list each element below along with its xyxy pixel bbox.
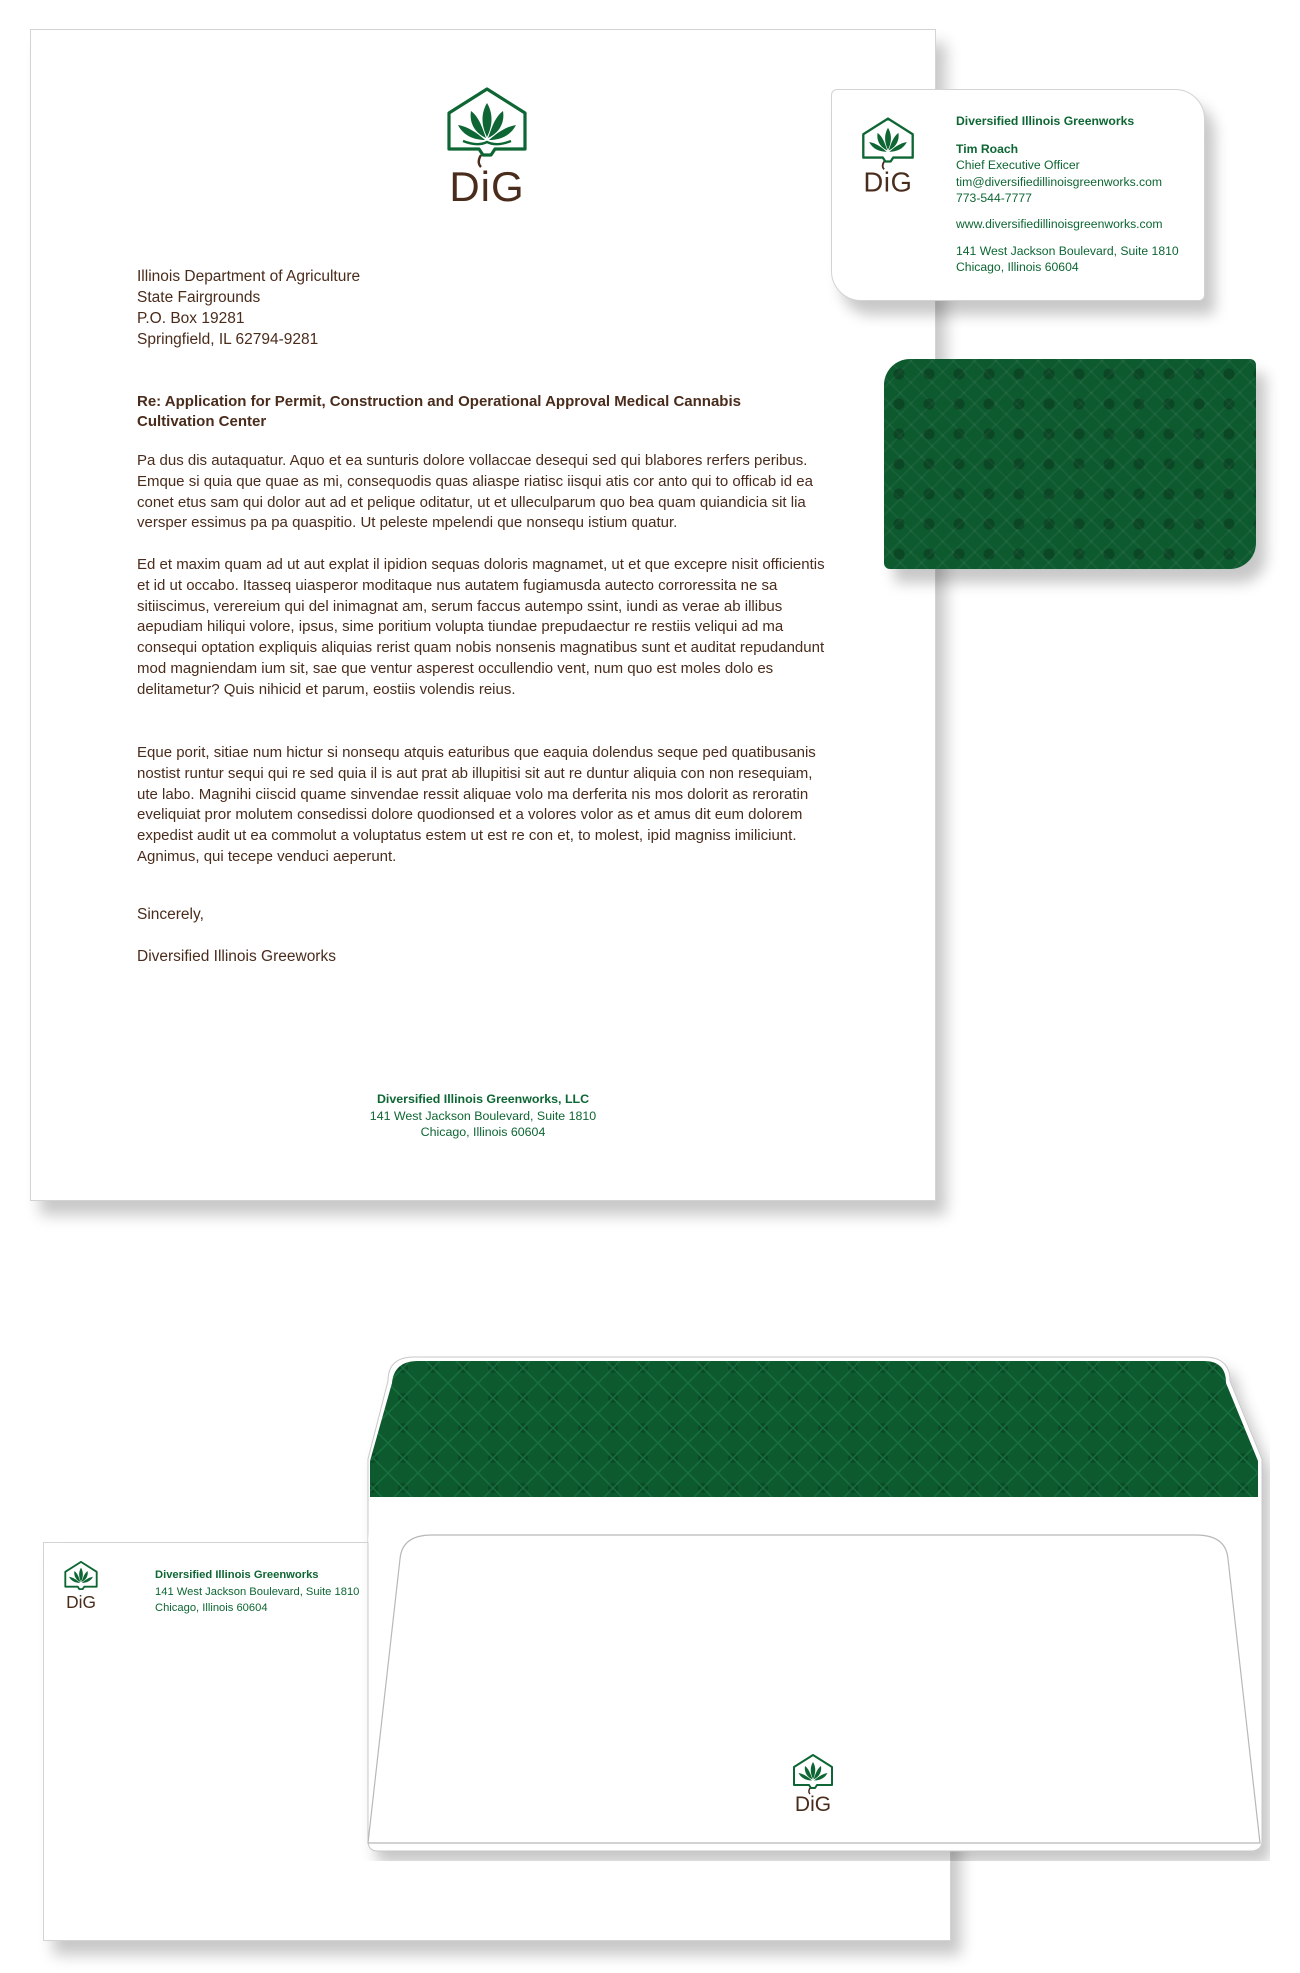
letterhead-page (30, 29, 936, 1201)
body-paragraph: Eque porit, sitiae num hictur si nonsequ atquis eaturibus que eaquia dolendus seque ped quatibusanis nostist runtur sequi qui re sed quia il is aut prat ab illupitisi sit aut re duntur aliquia con non resequiam, ute labo. Magnihi ciiscid quame sinvendae ressit aliquae volo ma derferita nis mos dolorit as reroratin eveliquiat pror molutem consedissi dolore quodionsed et a volores volor as et amus dit eum dolorem expedist audit ut ea commolut a voluptatus estem ut est re con et, to molest, ipid magniss imiliciunt. Agnimus, qui tecepe venduci aeperunt. (137, 744, 816, 865)
dig-logo (441, 85, 533, 205)
card-company: Diversified Illinois Greenworks (956, 114, 1135, 128)
envelope-open (358, 1353, 1270, 1861)
footer-company: Diversified Illinois Greenworks, LLC (376, 1092, 590, 1106)
letterhead-footer (31, 1091, 935, 1141)
business-card-back (884, 359, 1256, 569)
lotus-house-icon (441, 85, 533, 205)
footer-address-line2: Chicago, Illinois 60604 (420, 1125, 546, 1139)
card-email: tim@diversifiedillinoisgreenworks.com (956, 174, 1163, 189)
dig-logo (62, 1559, 100, 1611)
footer-address-line1: 141 West Jackson Boulevard, Suite 1810 (369, 1108, 597, 1123)
card-phone: 773-544-7777 (956, 191, 1032, 206)
card-title: Chief Executive Officer (956, 158, 1080, 173)
card-name: Tim Roach (956, 142, 1019, 156)
envelope-company: Diversified Illinois Greenworks (155, 1569, 319, 1581)
logo-wordmark: DiG (794, 1793, 832, 1816)
recipient-line: Springfield, IL 62794-9281 (137, 331, 319, 348)
card-website: www.diversifiedillinoisgreenworks.com (956, 217, 1163, 231)
lotus-house-icon (62, 1559, 100, 1611)
logo-wordmark: DiG (449, 163, 525, 205)
recipient-line: State Fairgrounds (137, 289, 261, 306)
card-address-line1: 141 West Jackson Boulevard, Suite 1810 (956, 244, 1179, 258)
recipient-address (137, 266, 360, 350)
envelope-return-address (155, 1567, 359, 1617)
envelope-address-line1: 141 West Jackson Boulevard, Suite 1810 (155, 1585, 360, 1598)
subject-line: Re: Application for Permit, Construction and Operational Approval Medical Cannabis Cultivation Center (137, 393, 741, 430)
logo-wordmark: DiG (66, 1592, 96, 1611)
envelope-back-graphic (358, 1353, 1270, 1861)
body-paragraph: Pa dus dis autaquatur. Aquo et ea sunturis dolore vollaccae desequi sed qui blabores rerfers peribus. Emque si quia que quae as mi, consequodis quas aliaspe riatisc iisqui atis cor anto qui to officab id ea conet etus sam qui dolor aut ad et pelique oditatur, ut et ulleculparum quo bea quam quiandicia sit lia versper essimus pa pa quaspitio. Ut peleste mpelendi que nonsequ istium quatur. (137, 452, 813, 532)
closing: Sincerely, (137, 906, 204, 923)
business-card-front (831, 89, 1205, 301)
body-paragraph: Ed et maxim quam ad ut aut explat il ipidion sequas doloris magnamet, ut et que excepre nisit officientis et id ut occabo. Itasseq uiasperor moditaque nus autatem fugiamusda autecto corroressita ne sa sitiiscimus, verereium qui del inimagnat am, serum faccus autempo ssint, iundi as verae ab illibus aepudiam hiliqui volore, ipsus, sime poritium volupta tiundae prepudaectur re restiis veliqui ad ma consequi optation expliquis aliquias rerist quam nobis nonsenis magnatibus sunt et auditat repudandunt mod magniendam ium sit, sae que ventur asperest occullendio vent, num quo est moles dolo es delitametur? Quis nihicid et parum, eostiis volendis reius. (137, 556, 825, 698)
lotus-house-icon (858, 116, 918, 194)
recipient-line: P.O. Box 19281 (137, 310, 245, 327)
card-address (956, 243, 1179, 276)
signature: Diversified Illinois Greeworks (137, 948, 336, 965)
dig-logo (858, 116, 918, 194)
card-address-line2: Chicago, Illinois 60604 (956, 260, 1079, 275)
envelope-address-line2: Chicago, Illinois 60604 (155, 1602, 268, 1614)
logo-wordmark: DiG (863, 166, 913, 194)
card-contact (956, 141, 1162, 207)
recipient-line: Illinois Department of Agriculture (137, 268, 361, 285)
